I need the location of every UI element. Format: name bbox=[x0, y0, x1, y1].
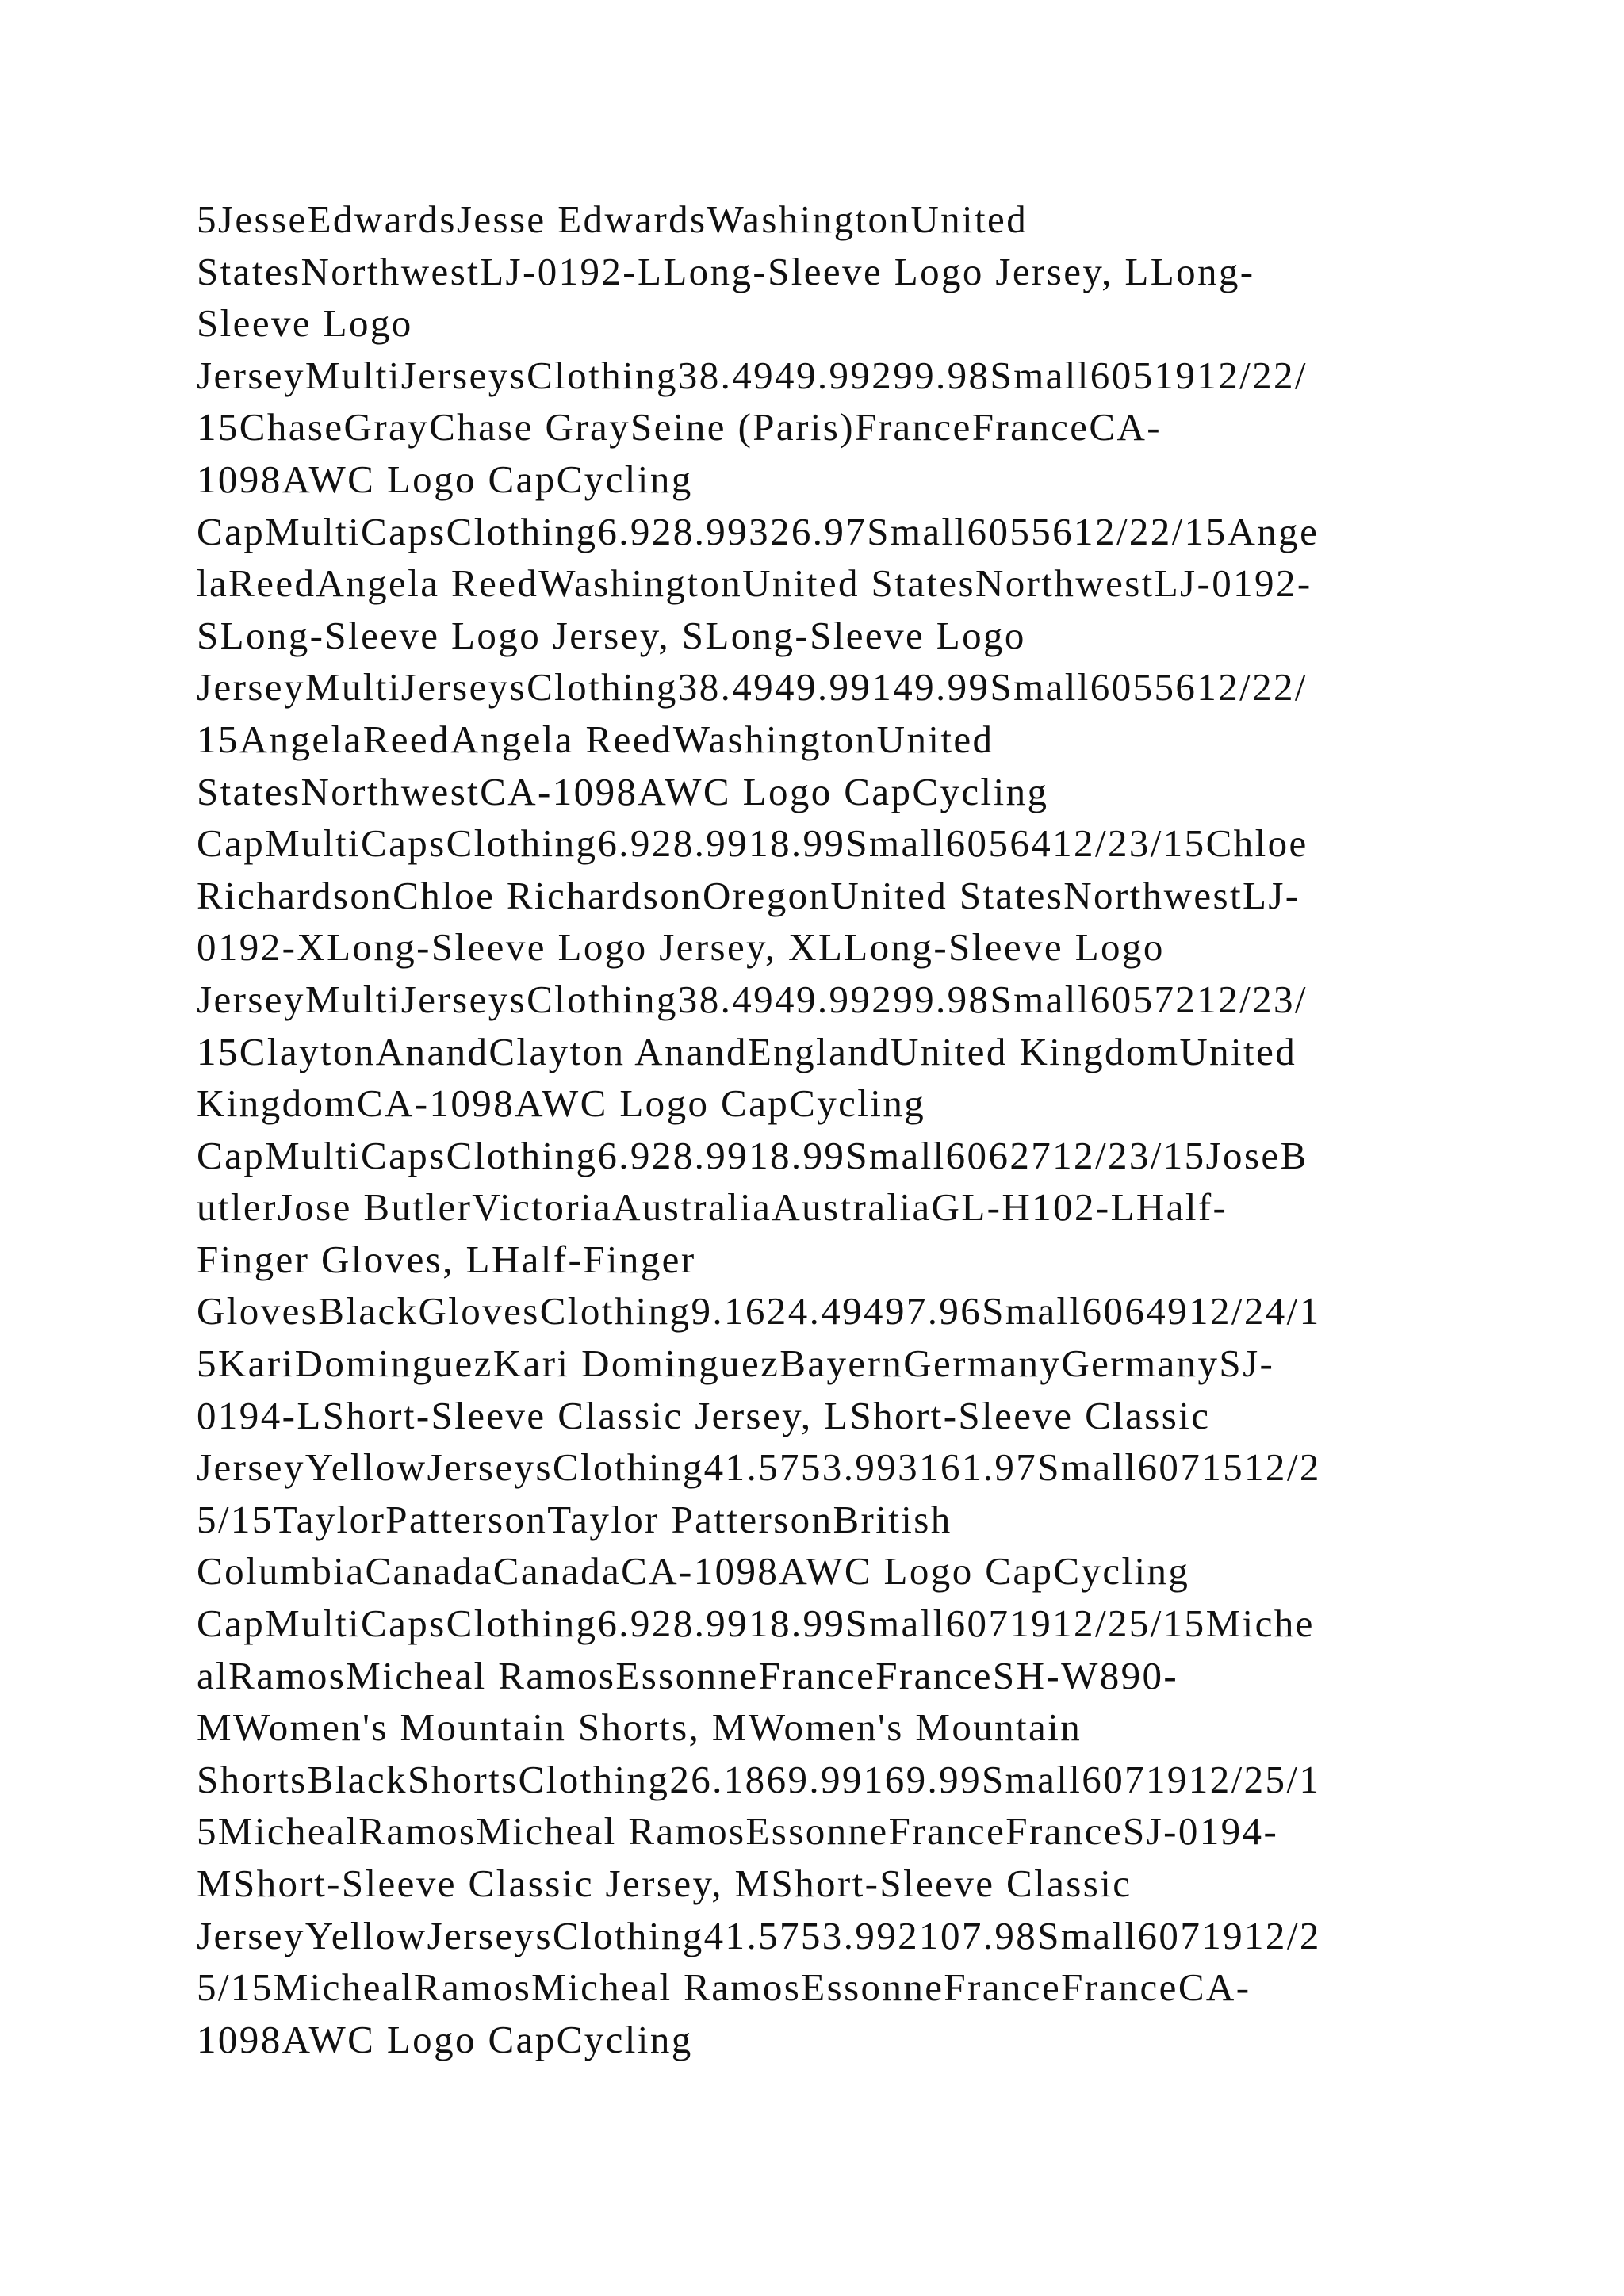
text-line: CapMultiCapsClothing6.928.9918.99Small6056412/23/15Chloe bbox=[197, 821, 1308, 866]
text-line: 0192-XLong-Sleeve Logo Jersey, XLLong-Sleeve Logo bbox=[197, 925, 1165, 970]
text-line: JerseyMultiJerseysClothing38.4949.99149.99Small6055612/22/ bbox=[197, 665, 1308, 710]
text-line: 5JesseEdwardsJesse EdwardsWashingtonUnited bbox=[197, 197, 1028, 241]
text-line: alRamosMicheal RamosEssonneFranceFranceSH-W890- bbox=[197, 1653, 1179, 1697]
text-line: ShortsBlackShortsClothing26.1869.99169.99Small6071912/25/1 bbox=[197, 1757, 1321, 1801]
text-line: JerseyYellowJerseysClothing41.5753.992107.98Small6071912/2 bbox=[197, 1913, 1321, 1957]
text-line: 5/15TaylorPattersonTaylor PattersonBritish bbox=[197, 1497, 952, 1541]
text-line: utlerJose ButlerVictoriaAustraliaAustraliaGL-H102-LHalf- bbox=[197, 1185, 1228, 1230]
text-line: 15ClaytonAnandClayton AnandEnglandUnited KingdomUnited bbox=[197, 1029, 1297, 1073]
text-line: Sleeve Logo bbox=[197, 301, 413, 346]
text-line: 15AngelaReedAngela ReedWashingtonUnited bbox=[197, 717, 994, 761]
text-line: StatesNorthwestLJ-0192-LLong-Sleeve Logo Jersey, LLong- bbox=[197, 249, 1255, 293]
text-line: JerseyYellowJerseysClothing41.5753.993161.97Small6071512/2 bbox=[197, 1445, 1321, 1490]
text-line: StatesNorthwestCA-1098AWC Logo CapCycling bbox=[197, 769, 1049, 813]
text-line: 1098AWC Logo CapCycling bbox=[197, 2017, 693, 2061]
text-line: SLong-Sleeve Logo Jersey, SLong-Sleeve Logo bbox=[197, 613, 1026, 657]
text-line: Finger Gloves, LHalf-Finger bbox=[197, 1237, 696, 1281]
text-line: 5KariDominguezKari DominguezBayernGermanyGermanySJ- bbox=[197, 1341, 1275, 1386]
text-line: CapMultiCapsClothing6.928.9918.99Small6062712/23/15JoseB bbox=[197, 1133, 1308, 1177]
text-line: RichardsonChloe RichardsonOregonUnited StatesNorthwestLJ- bbox=[197, 873, 1300, 917]
text-line: CapMultiCapsClothing6.928.99326.97Small6055612/22/15Ange bbox=[197, 509, 1320, 553]
text-line: MShort-Sleeve Classic Jersey, MShort-Sleeve Classic bbox=[197, 1862, 1132, 1905]
text-line: CapMultiCapsClothing6.928.9918.99Small6071912/25/15Miche bbox=[197, 1601, 1315, 1646]
text-line: GlovesBlackGlovesClothing9.1624.49497.96Small6064912/24/1 bbox=[197, 1289, 1321, 1334]
text-line: 5/15MichealRamosMicheal RamosEssonneFranceFranceCA- bbox=[197, 1965, 1251, 2010]
text-line: 0194-LShort-Sleeve Classic Jersey, LShort-Sleeve Classic bbox=[197, 1393, 1211, 1437]
text-line: 1098AWC Logo CapCycling bbox=[197, 457, 693, 501]
text-line: 15ChaseGrayChase GraySeine (Paris)FranceFranceCA- bbox=[197, 405, 1162, 450]
document-body-text bbox=[197, 193, 1465, 2065]
text-line: KingdomCA-1098AWC Logo CapCycling bbox=[197, 1081, 926, 1126]
text-line: JerseyMultiJerseysClothing38.4949.99299.98Small6057212/23/ bbox=[197, 977, 1308, 1021]
text-line: MWomen's Mountain Shorts, MWomen's Mountain bbox=[197, 1705, 1082, 1750]
text-line: laReedAngela ReedWashingtonUnited StatesNorthwestLJ-0192- bbox=[197, 561, 1312, 606]
text-line: ColumbiaCanadaCanadaCA-1098AWC Logo CapCycling bbox=[197, 1549, 1190, 1594]
text-line: JerseyMultiJerseysClothing38.4949.99299.98Small6051912/22/ bbox=[197, 353, 1308, 397]
text-line: 5MichealRamosMicheal RamosEssonneFranceFranceSJ-0194- bbox=[197, 1809, 1279, 1854]
